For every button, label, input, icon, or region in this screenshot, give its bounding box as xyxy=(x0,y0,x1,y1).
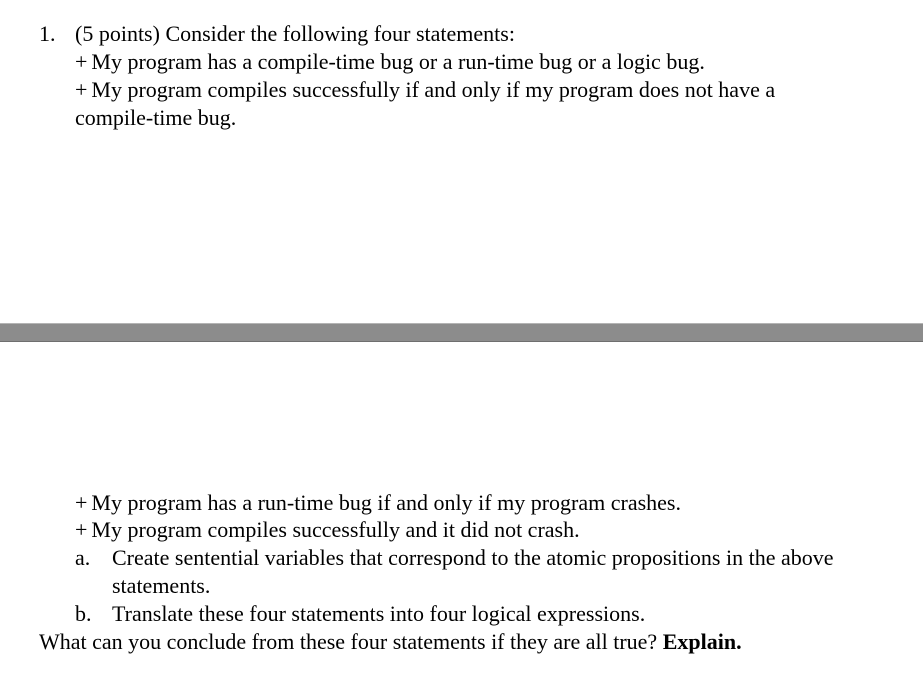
part-b-label: b. xyxy=(75,601,92,626)
part-b-text: Translate these four statements into four logical expressions. xyxy=(112,601,646,626)
statement-3-text: My program has a run-time bug if and only if my program crashes. xyxy=(91,490,681,515)
statement-2-continuation: compile-time bug. xyxy=(75,105,237,130)
statement-4-text: My program compiles successfully and it did not crash. xyxy=(91,517,580,542)
final-question-text: What can you conclude from these four statements if they are all true? xyxy=(39,629,658,654)
bullet-plus: + xyxy=(75,77,88,102)
question-header: (5 points) Consider the following four statements: xyxy=(75,21,515,46)
final-question xyxy=(39,628,742,656)
final-emphasis: Explain. xyxy=(662,629,742,654)
bullet-plus: + xyxy=(75,517,88,542)
statement-2-text: My program compiles successfully if and only if my program does not have a xyxy=(91,77,776,102)
statement-2 xyxy=(75,76,775,104)
statement-4 xyxy=(75,516,580,544)
bullet-plus: + xyxy=(75,49,88,74)
page-divider xyxy=(0,323,923,342)
statement-1 xyxy=(75,48,705,76)
statement-1-text: My program has a compile-time bug or a run-time bug or a logic bug. xyxy=(91,49,705,74)
question-number: 1. xyxy=(39,21,56,46)
bullet-plus: + xyxy=(75,490,88,515)
part-a-continuation: statements. xyxy=(112,573,211,598)
part-a-label: a. xyxy=(75,545,91,570)
part-a-text: Create sentential variables that correspond to the atomic propositions in the above xyxy=(112,545,834,570)
statement-3 xyxy=(75,489,681,517)
